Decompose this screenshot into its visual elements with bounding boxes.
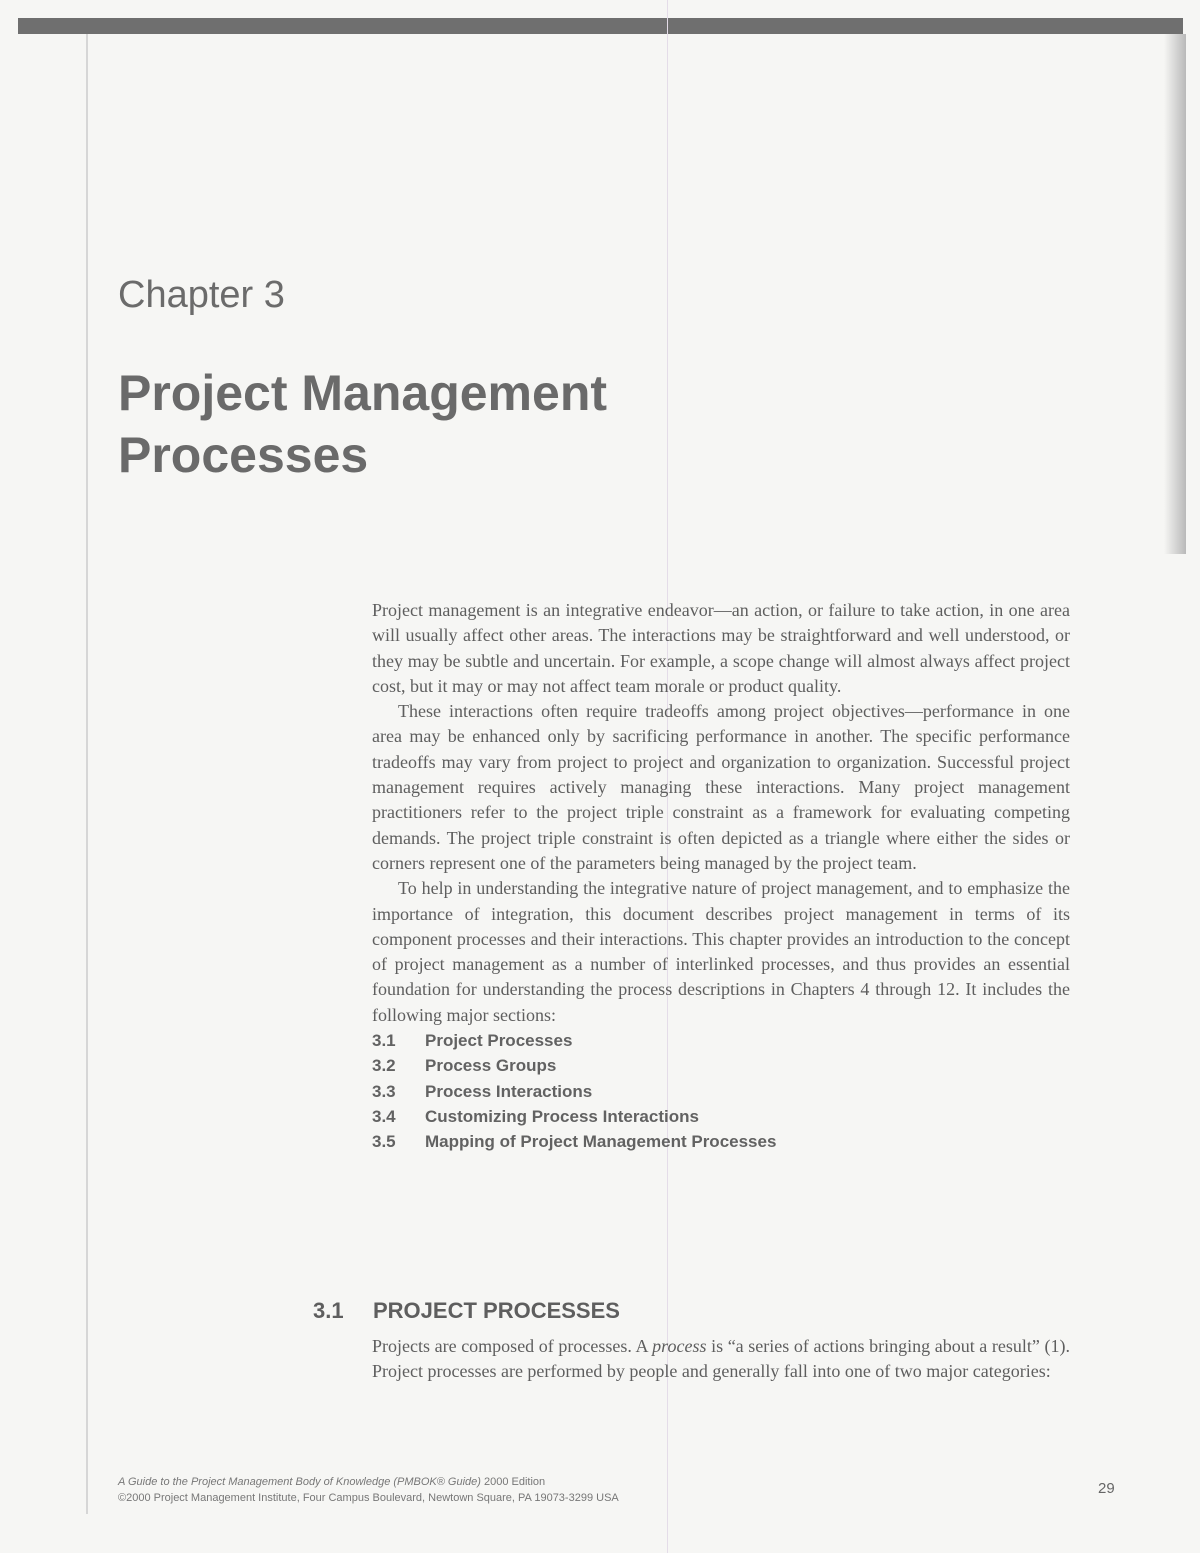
left-page-edge [86,34,88,1514]
section-heading-number: 3.1 [313,1298,344,1323]
section-text-part: Projects are composed of processes. A [372,1336,653,1356]
section-title: Process Groups [425,1056,557,1076]
section-3-1-heading [313,1298,620,1324]
section-number: 3.2 [372,1056,396,1076]
section-heading-title: PROJECT PROCESSES [373,1298,620,1323]
section-list [372,1028,1070,1154]
footer-line-2: ©2000 Project Management Institute, Four Campus Boulevard, Newtown Square, PA 19073-3299 USA [118,1492,619,1504]
section-text-part: is “a series of actions bringing about a result” (1). Project processes are performed by people and generally fall into one of two major categories: [372,1336,1070,1382]
intro-paragraph-3: To help in understanding the integrative nature of project management, and to emphasize the importance of integration, this document describes project management in terms of its component processes and their interactions. This chapter provides an introduction to the concept of project management as a number of interlinked processes, and thus provides an essential foundation for understanding the process descriptions in Chapters 4 through 12. It includes the following major sections: [372,878,1070,1025]
chapter-title-line2: Processes [118,427,369,483]
section-title: Project Processes [425,1031,573,1051]
section-list-item [372,1079,1070,1104]
section-title: Customizing Process Interactions [425,1106,699,1126]
section-title: Process Interactions [425,1081,593,1101]
section-list-item [372,1053,1070,1078]
section-list-item [372,1028,1070,1053]
section-number: 3.1 [372,1031,396,1051]
page-number: 29 [1098,1480,1115,1497]
section-list-item [372,1104,1070,1129]
section-number: 3.3 [372,1081,396,1101]
chapter-title [118,362,738,486]
footer-edition: 2000 Edition [480,1476,546,1488]
section-number: 3.5 [372,1132,396,1152]
section-title: Mapping of Project Management Processes [425,1132,777,1152]
footer-guide-title: A Guide to the Project Management Body of Knowledge (PMBOK® Guide) [118,1476,481,1488]
intro-paragraph-1: Project management is an integrative endeavor—an action, or failure to take action, in one area will usually affect other areas. The interactions may be straightforward and well understood, or they may be subtle and uncertain. For example, a scope change will almost always affect project cost, but it may or may not affect team morale or product quality. [372,600,1070,696]
section-number: 3.4 [372,1106,396,1126]
section-text-italic: process [652,1336,707,1356]
right-scan-shadow [1164,34,1186,554]
section-3-1-paragraph [372,1334,1070,1385]
page-footer [118,1474,818,1506]
footer-line-1 [118,1474,818,1490]
section-list-item [372,1129,1070,1154]
chapter-label: Chapter 3 [118,274,285,316]
intro-body [372,598,1070,1155]
top-border-bar [18,18,1183,34]
intro-paragraph-2: These interactions often require tradeoffs among project objectives—performance in one area may be enhanced only by sacrificing performance in another. The specific performance tradeoffs may vary from project to project and organization to organization. Successful project management requires actively managing these interactions. Many project management practitioners refer to the project triple constraint as a framework for evaluating competing demands. The project triple constraint is often depicted as a triangle where either the sides or corners represent one of the parameters being managed by the project team. [372,701,1070,873]
chapter-title-line1: Project Management [118,365,608,421]
